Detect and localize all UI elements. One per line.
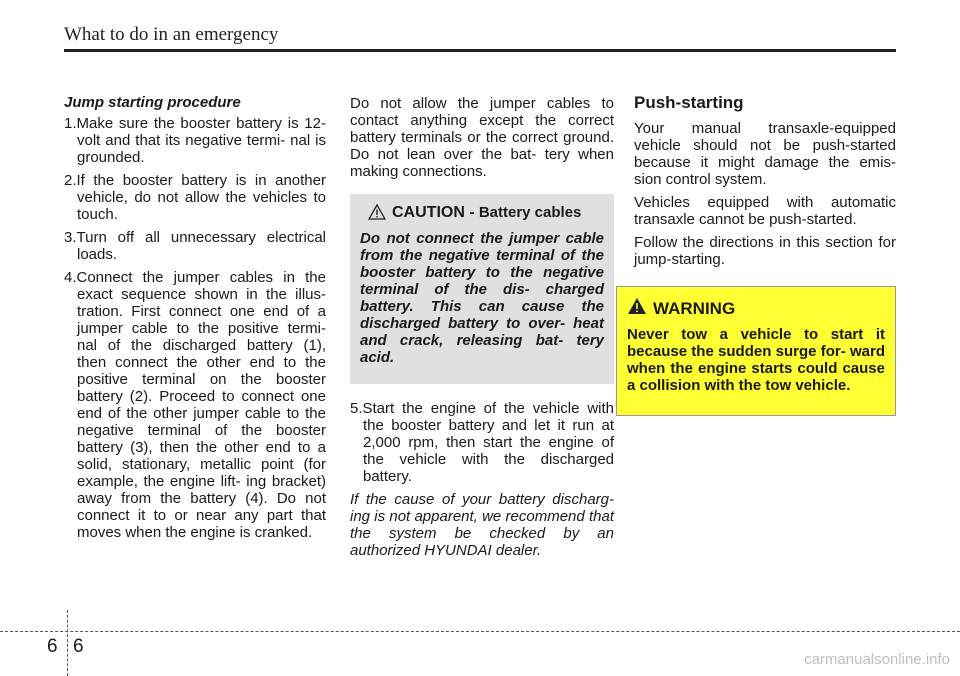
- footer-rule: [0, 631, 960, 632]
- step-4: 4.Connect the jumper cables in the exact sequence shown in the illus- tration. First connect one end of a jumper cable to the positive termi- nal of the discharged battery (1), then connect the other end to the positive terminal on the booster battery (2). Proceed to connect one end of the other jumper cable to the negative terminal of the booster battery (3), then the other end to a solid, stationary, metallic point (for example, the engine lift- ing bracket) away from the battery (4). Do not connect it to or near any part that moves when the engine is cranked.: [64, 269, 326, 541]
- caution-label: CAUTION -: [392, 204, 475, 221]
- left-column: [64, 94, 326, 547]
- intro-paragraph: Do not allow the jumper cables to contact anything except the correct battery terminals or the correct ground. Do not lean over the bat- tery when making connections.: [350, 95, 614, 180]
- right-column: [634, 94, 896, 274]
- warning-label: WARNING: [653, 298, 736, 318]
- push-paragraph-2: Vehicles equipped with automatic transaxle cannot be push-started.: [634, 194, 896, 228]
- warning-heading: [627, 297, 885, 320]
- watermark: carmanualsonline.info: [804, 651, 950, 668]
- caution-box: [350, 194, 614, 384]
- header-rule: [64, 49, 896, 52]
- push-paragraph-3: Follow the directions in this section for jump-starting.: [634, 234, 896, 268]
- section-title: Jump starting procedure: [64, 94, 241, 111]
- caution-subject: Battery cables: [478, 204, 582, 221]
- step-5: 5.Start the engine of the vehicle with the booster battery and let it run at 2,000 rpm, then start the engine of the vehicle with the discharged battery.: [350, 400, 614, 485]
- push-paragraph-1: Your manual transaxle-equipped vehicle should not be push-started because it might damage the emis- sion control system.: [634, 120, 896, 188]
- push-starting-title: Push-starting: [634, 93, 744, 112]
- dealer-note: If the cause of your battery discharg- ing is not apparent, we recommend that the system be checked by an authorized HYUNDAI dealer.: [350, 491, 614, 559]
- caution-triangle-icon: [368, 204, 386, 224]
- page-number-divider: [67, 610, 68, 676]
- warning-text: Never tow a vehicle to start it because the sudden surge for- ward when the engine starts could cause a collision with the tow vehicle.: [627, 326, 885, 394]
- page-header-title: What to do in an emergency: [64, 24, 279, 45]
- page-number: 6: [73, 636, 84, 657]
- middle-column: [350, 95, 614, 559]
- warning-box: [616, 286, 896, 416]
- warning-triangle-icon: [627, 297, 647, 320]
- step-2: 2.If the booster battery is in another vehicle, do not allow the vehicles to touch.: [64, 172, 326, 223]
- step-1: 1.Make sure the booster battery is 12-volt and that its negative termi- nal is grounded.: [64, 115, 326, 166]
- caution-heading: [368, 204, 604, 224]
- caution-text: Do not connect the jumper cable from the negative terminal of the booster battery to the negative terminal of the dis- charged battery. This can cause the discharged battery to over- heat and crack, releasing bat- tery acid.: [360, 230, 604, 366]
- chapter-number: 6: [47, 636, 58, 657]
- step-3: 3.Turn off all unnecessary electrical loads.: [64, 229, 326, 263]
